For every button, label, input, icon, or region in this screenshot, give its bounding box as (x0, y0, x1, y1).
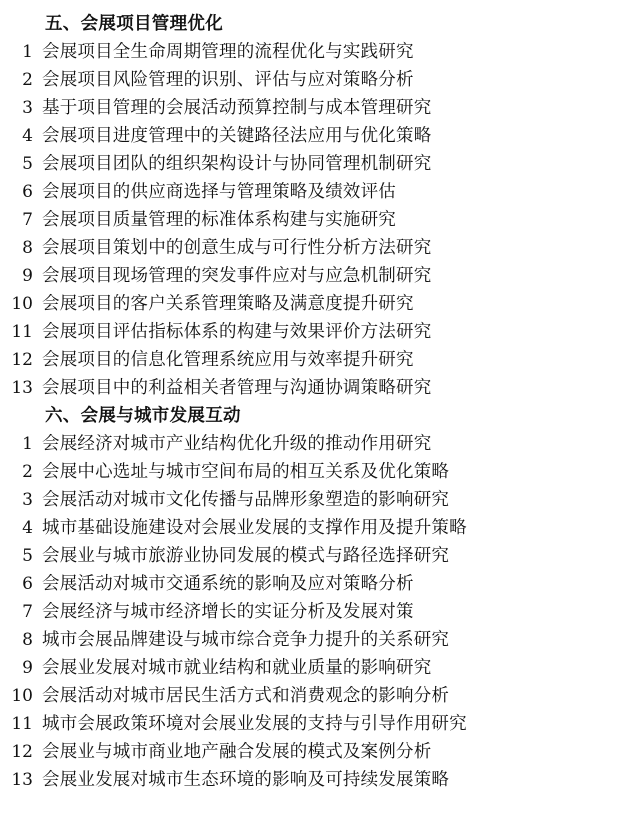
list-item (0, 458, 623, 486)
item-number: 3 (22, 490, 33, 510)
item-number: 11 (11, 322, 33, 342)
list-item (0, 346, 623, 374)
list-item (0, 318, 623, 346)
item-text: 会展项目现场管理的突发事件应对与应急机制研究 (42, 266, 432, 286)
item-number: 13 (11, 378, 33, 398)
list-item (0, 122, 623, 150)
item-number: 1 (22, 42, 33, 62)
item-number: 8 (22, 630, 33, 650)
list-item (0, 234, 623, 262)
list-item (0, 206, 623, 234)
item-number: 9 (22, 658, 33, 678)
list-item (0, 66, 623, 94)
item-text: 会展项目进度管理中的关键路径法应用与优化策略 (42, 126, 432, 146)
item-text: 会展经济与城市经济增长的实证分析及发展对策 (42, 602, 414, 622)
item-number: 10 (11, 294, 33, 314)
item-text: 会展经济对城市产业结构优化升级的推动作用研究 (42, 434, 432, 454)
list-item (0, 178, 623, 206)
item-text: 会展业与城市商业地产融合发展的模式及案例分析 (42, 742, 432, 762)
list-item (0, 38, 623, 66)
item-number: 12 (11, 350, 33, 370)
item-text: 基于项目管理的会展活动预算控制与成本管理研究 (42, 98, 432, 118)
item-number: 9 (22, 266, 33, 286)
item-number: 2 (22, 462, 33, 482)
item-text: 城市基础设施建设对会展业发展的支撑作用及提升策略 (42, 518, 467, 538)
list-item (0, 738, 623, 766)
item-text: 会展中心选址与城市空间布局的相互关系及优化策略 (42, 462, 450, 482)
list-item (0, 374, 623, 402)
item-text: 会展业发展对城市就业结构和就业质量的影响研究 (42, 658, 432, 678)
list-item (0, 94, 623, 122)
item-number: 6 (22, 574, 33, 594)
item-text: 会展活动对城市文化传播与品牌形象塑造的影响研究 (42, 490, 450, 510)
item-text: 会展业与城市旅游业协同发展的模式与路径选择研究 (42, 546, 450, 566)
item-text: 会展项目的供应商选择与管理策略及绩效评估 (42, 182, 396, 202)
item-text: 会展业发展对城市生态环境的影响及可持续发展策略 (42, 770, 450, 790)
item-number: 8 (22, 238, 33, 258)
item-text: 会展项目评估指标体系的构建与效果评价方法研究 (42, 322, 432, 342)
document-body (0, 10, 623, 794)
item-number: 1 (22, 434, 33, 454)
list-item (0, 430, 623, 458)
list-item (0, 766, 623, 794)
list-item (0, 570, 623, 598)
item-number: 2 (22, 70, 33, 90)
list-item (0, 150, 623, 178)
item-text: 会展项目质量管理的标准体系构建与实施研究 (42, 210, 396, 230)
item-text: 会展项目风险管理的识别、评估与应对策略分析 (42, 70, 414, 90)
list-item (0, 682, 623, 710)
list-item (0, 542, 623, 570)
list-item (0, 514, 623, 542)
item-text: 会展项目的客户关系管理策略及满意度提升研究 (42, 294, 414, 314)
list-item (0, 710, 623, 738)
list-item (0, 598, 623, 626)
item-number: 11 (11, 714, 33, 734)
item-number: 5 (22, 154, 33, 174)
item-number: 7 (22, 602, 33, 622)
item-text: 城市会展政策环境对会展业发展的支持与引导作用研究 (42, 714, 467, 734)
list-item (0, 262, 623, 290)
item-number: 3 (22, 98, 33, 118)
list-item (0, 626, 623, 654)
list-item (0, 654, 623, 682)
item-text: 会展项目中的利益相关者管理与沟通协调策略研究 (42, 378, 432, 398)
list-item (0, 290, 623, 318)
section-heading: 五、会展项目管理优化 (45, 14, 223, 34)
item-number: 4 (22, 126, 33, 146)
item-text: 会展项目策划中的创意生成与可行性分析方法研究 (42, 238, 432, 258)
item-number: 5 (22, 546, 33, 566)
section-6 (0, 402, 623, 794)
item-text: 城市会展品牌建设与城市综合竞争力提升的关系研究 (42, 630, 450, 650)
item-number: 7 (22, 210, 33, 230)
item-text: 会展项目的信息化管理系统应用与效率提升研究 (42, 350, 414, 370)
item-text: 会展活动对城市居民生活方式和消费观念的影响分析 (42, 686, 450, 706)
item-number: 4 (22, 518, 33, 538)
section-5 (0, 10, 623, 402)
item-number: 10 (11, 686, 33, 706)
item-number: 12 (11, 742, 33, 762)
item-number: 6 (22, 182, 33, 202)
item-text: 会展项目团队的组织架构设计与协同管理机制研究 (42, 154, 432, 174)
item-text: 会展活动对城市交通系统的影响及应对策略分析 (42, 574, 414, 594)
item-number: 13 (11, 770, 33, 790)
list-item (0, 486, 623, 514)
section-heading: 六、会展与城市发展互动 (45, 406, 241, 426)
item-text: 会展项目全生命周期管理的流程优化与实践研究 (42, 42, 414, 62)
